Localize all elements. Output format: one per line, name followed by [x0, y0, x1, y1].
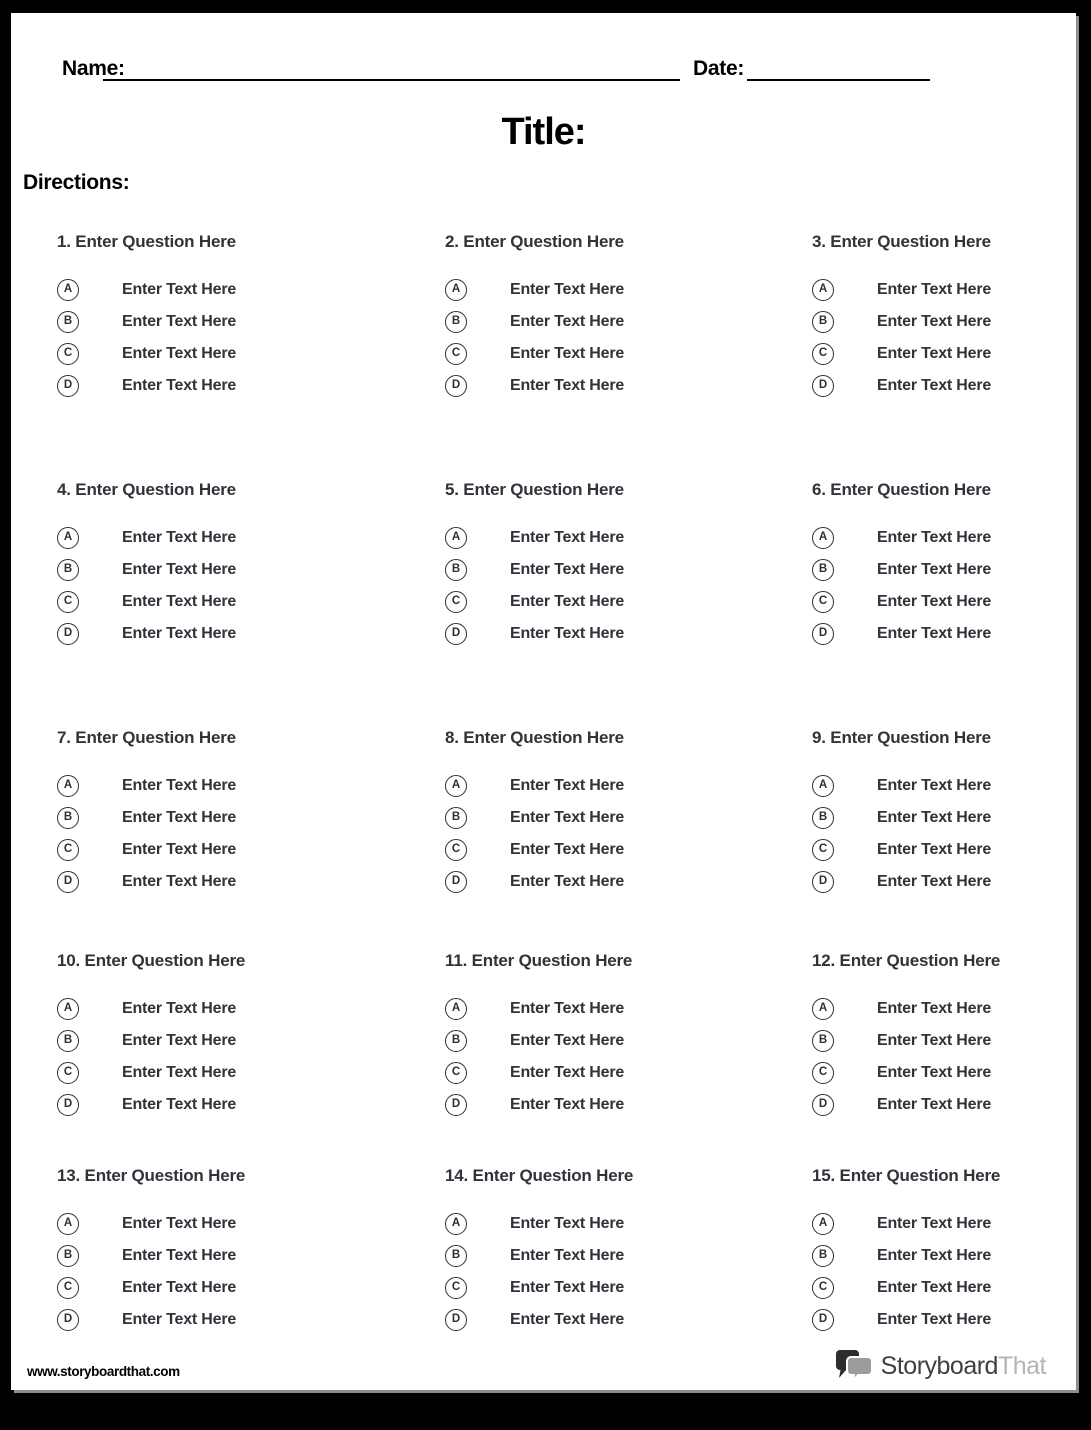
- answer-bubble-icon[interactable]: [57, 1245, 79, 1267]
- question-label[interactable]: 11. Enter Question Here: [445, 951, 633, 970]
- answer-text[interactable]: Enter Text Here: [510, 1311, 625, 1328]
- worksheet-page: [11, 13, 1076, 1390]
- answer-bubble-icon[interactable]: [445, 527, 467, 549]
- answer-letter: D: [63, 1313, 73, 1326]
- answer-letter: D: [818, 627, 828, 640]
- answer-text[interactable]: Enter Text Here: [877, 777, 992, 794]
- question-options: [812, 1213, 1091, 1331]
- answer-bubble-icon[interactable]: [57, 998, 79, 1020]
- answer-letter: A: [451, 531, 461, 544]
- answer-letter: C: [63, 595, 73, 608]
- answer-bubble-icon[interactable]: [812, 1245, 834, 1267]
- answer-option: [57, 559, 407, 581]
- answer-text[interactable]: Enter Text Here: [877, 1096, 992, 1113]
- answer-option: [57, 1213, 407, 1235]
- answer-bubble-icon[interactable]: [57, 1213, 79, 1235]
- answer-letter: A: [63, 283, 73, 296]
- answer-bubble-icon[interactable]: [812, 1309, 834, 1331]
- answer-text[interactable]: Enter Text Here: [877, 1247, 992, 1264]
- answer-letter: C: [63, 347, 73, 360]
- logo-word-that: That: [997, 1352, 1046, 1380]
- answer-bubble-icon[interactable]: [57, 775, 79, 797]
- question-block: [445, 727, 795, 903]
- answer-letter: D: [451, 379, 461, 392]
- question-block: [812, 479, 1091, 655]
- storyboardthat-logo: [835, 1349, 1046, 1384]
- answer-bubble-icon[interactable]: [812, 775, 834, 797]
- answer-bubble-icon[interactable]: [812, 623, 834, 645]
- question-label[interactable]: 2. Enter Question Here: [445, 232, 624, 251]
- answer-option: [812, 1030, 1091, 1052]
- answer-bubble-icon[interactable]: [57, 871, 79, 893]
- answer-letter: C: [818, 595, 828, 608]
- answer-text[interactable]: Enter Text Here: [877, 345, 992, 362]
- answer-option: [57, 1062, 407, 1084]
- answer-bubble-icon[interactable]: [57, 1094, 79, 1116]
- answer-option: [445, 998, 795, 1020]
- answer-text[interactable]: Enter Text Here: [122, 1000, 237, 1017]
- answer-bubble-icon[interactable]: [57, 375, 79, 397]
- answer-letter: A: [818, 1002, 828, 1015]
- answer-letter: B: [818, 1249, 828, 1262]
- answer-text[interactable]: Enter Text Here: [877, 561, 992, 578]
- answer-bubble-icon[interactable]: [812, 807, 834, 829]
- answer-bubble-icon[interactable]: [57, 279, 79, 301]
- question-label[interactable]: 6. Enter Question Here: [812, 480, 991, 499]
- answer-option: [812, 998, 1091, 1020]
- answer-option: [812, 623, 1091, 645]
- answer-bubble-icon[interactable]: [812, 527, 834, 549]
- answer-letter: D: [451, 875, 461, 888]
- question-label[interactable]: 4. Enter Question Here: [57, 480, 236, 499]
- answer-option: [57, 527, 407, 549]
- answer-letter: D: [451, 1313, 461, 1326]
- answer-text[interactable]: Enter Text Here: [122, 625, 237, 642]
- answer-letter: D: [451, 627, 461, 640]
- answer-bubble-icon[interactable]: [57, 1277, 79, 1299]
- answer-option: [57, 775, 407, 797]
- answer-letter: A: [818, 531, 828, 544]
- answer-letter: D: [451, 1098, 461, 1111]
- answer-text[interactable]: Enter Text Here: [122, 809, 237, 826]
- answer-letter: A: [818, 779, 828, 792]
- answer-option: [812, 1213, 1091, 1235]
- answer-letter: A: [63, 531, 73, 544]
- answer-option: [812, 527, 1091, 549]
- answer-text[interactable]: Enter Text Here: [510, 1064, 625, 1081]
- answer-letter: A: [818, 1217, 828, 1230]
- answer-letter: B: [451, 1034, 461, 1047]
- answer-letter: B: [451, 811, 461, 824]
- page-title[interactable]: Title:: [501, 111, 586, 153]
- question-block: [445, 1165, 795, 1341]
- answer-option: [57, 1094, 407, 1116]
- answer-option: [445, 839, 795, 861]
- question-block: [812, 950, 1091, 1126]
- answer-text[interactable]: Enter Text Here: [877, 377, 992, 394]
- answer-bubble-icon[interactable]: [812, 1062, 834, 1084]
- answer-text[interactable]: Enter Text Here: [122, 777, 237, 794]
- answer-option: [445, 559, 795, 581]
- answer-text[interactable]: Enter Text Here: [877, 1000, 992, 1017]
- answer-text[interactable]: Enter Text Here: [510, 529, 625, 546]
- answer-letter: B: [818, 811, 828, 824]
- question-options: [57, 527, 407, 645]
- answer-text[interactable]: Enter Text Here: [122, 313, 237, 330]
- question-label[interactable]: 12. Enter Question Here: [812, 951, 1001, 970]
- answer-bubble-icon[interactable]: [57, 1062, 79, 1084]
- answer-bubble-icon[interactable]: [57, 1309, 79, 1331]
- question-options: [445, 279, 795, 397]
- answer-text[interactable]: Enter Text Here: [122, 281, 237, 298]
- answer-bubble-icon[interactable]: [445, 998, 467, 1020]
- question-label[interactable]: 7. Enter Question Here: [57, 728, 236, 747]
- answer-option: [445, 1062, 795, 1084]
- answer-bubble-icon[interactable]: [812, 1277, 834, 1299]
- answer-option: [445, 375, 795, 397]
- answer-bubble-icon[interactable]: [445, 343, 467, 365]
- answer-bubble-icon[interactable]: [812, 998, 834, 1020]
- answer-text[interactable]: Enter Text Here: [122, 1311, 237, 1328]
- answer-text[interactable]: Enter Text Here: [510, 809, 625, 826]
- question-options: [812, 279, 1091, 397]
- answer-option: [812, 1245, 1091, 1267]
- answer-option: [445, 1030, 795, 1052]
- answer-option: [812, 591, 1091, 613]
- answer-letter: A: [451, 779, 461, 792]
- question-block: [57, 479, 407, 655]
- answer-option: [445, 871, 795, 893]
- answer-bubble-icon[interactable]: [57, 591, 79, 613]
- answer-option: [57, 998, 407, 1020]
- answer-letter: D: [818, 1313, 828, 1326]
- answer-text[interactable]: Enter Text Here: [510, 1096, 625, 1113]
- answer-option: [57, 279, 407, 301]
- question-label[interactable]: 9. Enter Question Here: [812, 728, 991, 747]
- answer-option: [812, 1309, 1091, 1331]
- answer-option: [445, 1277, 795, 1299]
- answer-bubble-icon[interactable]: [57, 623, 79, 645]
- answer-text[interactable]: Enter Text Here: [510, 345, 625, 362]
- question-options: [812, 527, 1091, 645]
- question-block: [57, 727, 407, 903]
- answer-letter: B: [451, 563, 461, 576]
- answer-bubble-icon[interactable]: [812, 1094, 834, 1116]
- answer-letter: C: [63, 843, 73, 856]
- answer-option: [445, 591, 795, 613]
- question-block: [812, 231, 1091, 407]
- answer-text[interactable]: Enter Text Here: [877, 1215, 992, 1232]
- answer-letter: B: [451, 1249, 461, 1262]
- answer-text[interactable]: Enter Text Here: [877, 313, 992, 330]
- answer-text[interactable]: Enter Text Here: [510, 777, 625, 794]
- answer-option: [812, 1094, 1091, 1116]
- answer-bubble-icon[interactable]: [812, 311, 834, 333]
- answer-text[interactable]: Enter Text Here: [122, 529, 237, 546]
- answer-bubble-icon[interactable]: [812, 279, 834, 301]
- answer-text[interactable]: Enter Text Here: [122, 1247, 237, 1264]
- website-url: www.storyboardthat.com: [27, 1364, 180, 1379]
- answer-bubble-icon[interactable]: [812, 839, 834, 861]
- answer-text[interactable]: Enter Text Here: [877, 1064, 992, 1081]
- answer-text[interactable]: Enter Text Here: [510, 1279, 625, 1296]
- answer-text[interactable]: Enter Text Here: [122, 593, 237, 610]
- question-options: [445, 1213, 795, 1331]
- answer-text[interactable]: Enter Text Here: [122, 345, 237, 362]
- answer-bubble-icon[interactable]: [445, 1277, 467, 1299]
- answer-text[interactable]: Enter Text Here: [877, 1311, 992, 1328]
- answer-text[interactable]: Enter Text Here: [122, 1032, 237, 1049]
- answer-text[interactable]: Enter Text Here: [510, 377, 625, 394]
- answer-letter: B: [63, 811, 73, 824]
- answer-text[interactable]: Enter Text Here: [510, 625, 625, 642]
- answer-option: [57, 375, 407, 397]
- answer-bubble-icon[interactable]: [445, 871, 467, 893]
- date-label: Date:: [693, 57, 745, 80]
- answer-text[interactable]: Enter Text Here: [122, 1064, 237, 1081]
- speech-bubbles-icon: [835, 1349, 875, 1384]
- answer-option: [812, 311, 1091, 333]
- answer-option: [57, 343, 407, 365]
- answer-text[interactable]: Enter Text Here: [510, 1032, 625, 1049]
- answer-option: [812, 839, 1091, 861]
- answer-option: [445, 311, 795, 333]
- answer-letter: C: [818, 843, 828, 856]
- answer-letter: C: [818, 1281, 828, 1294]
- answer-letter: C: [451, 347, 461, 360]
- answer-option: [812, 1277, 1091, 1299]
- answer-bubble-icon[interactable]: [812, 559, 834, 581]
- question-options: [812, 775, 1091, 893]
- answer-bubble-icon[interactable]: [445, 1245, 467, 1267]
- answer-bubble-icon[interactable]: [57, 1030, 79, 1052]
- answer-option: [57, 623, 407, 645]
- answer-option: [445, 1094, 795, 1116]
- answer-option: [445, 279, 795, 301]
- answer-letter: C: [451, 843, 461, 856]
- name-label: Name:: [62, 57, 125, 80]
- answer-option: [812, 871, 1091, 893]
- answer-letter: A: [818, 283, 828, 296]
- answer-bubble-icon[interactable]: [812, 1213, 834, 1235]
- answer-option: [57, 871, 407, 893]
- question-block: [812, 1165, 1091, 1341]
- answer-letter: A: [63, 779, 73, 792]
- answer-text[interactable]: Enter Text Here: [122, 873, 237, 890]
- answer-text[interactable]: Enter Text Here: [877, 873, 992, 890]
- answer-option: [812, 1062, 1091, 1084]
- answer-text[interactable]: Enter Text Here: [877, 1032, 992, 1049]
- question-options: [57, 279, 407, 397]
- answer-option: [57, 1245, 407, 1267]
- answer-bubble-icon[interactable]: [445, 1030, 467, 1052]
- name-line[interactable]: [103, 59, 680, 81]
- question-options: [445, 775, 795, 893]
- answer-text[interactable]: Enter Text Here: [510, 1215, 625, 1232]
- answer-letter: D: [63, 1098, 73, 1111]
- logo-wordmark: [881, 1352, 1046, 1381]
- answer-text[interactable]: Enter Text Here: [122, 561, 237, 578]
- answer-option: [445, 1245, 795, 1267]
- question-label[interactable]: 15. Enter Question Here: [812, 1166, 1001, 1185]
- answer-letter: D: [818, 1098, 828, 1111]
- answer-option: [57, 311, 407, 333]
- question-block: [57, 1165, 407, 1341]
- answer-option: [812, 343, 1091, 365]
- answer-text[interactable]: Enter Text Here: [510, 313, 625, 330]
- answer-option: [57, 807, 407, 829]
- answer-text[interactable]: Enter Text Here: [510, 873, 625, 890]
- answer-letter: C: [451, 1281, 461, 1294]
- answer-bubble-icon[interactable]: [445, 279, 467, 301]
- answer-letter: C: [63, 1281, 73, 1294]
- answer-option: [812, 807, 1091, 829]
- answer-letter: B: [63, 563, 73, 576]
- answer-letter: A: [451, 283, 461, 296]
- answer-option: [812, 775, 1091, 797]
- answer-bubble-icon[interactable]: [445, 559, 467, 581]
- question-label[interactable]: 10. Enter Question Here: [57, 951, 246, 970]
- question-label[interactable]: 1. Enter Question Here: [57, 232, 236, 251]
- answer-letter: D: [63, 627, 73, 640]
- question-label[interactable]: 5. Enter Question Here: [445, 480, 624, 499]
- answer-letter: C: [818, 347, 828, 360]
- answer-bubble-icon[interactable]: [445, 1062, 467, 1084]
- question-block: [445, 950, 795, 1126]
- answer-letter: C: [451, 1066, 461, 1079]
- answer-option: [445, 1309, 795, 1331]
- question-label[interactable]: 8. Enter Question Here: [445, 728, 624, 747]
- answer-letter: D: [63, 875, 73, 888]
- answer-text[interactable]: Enter Text Here: [510, 561, 625, 578]
- answer-bubble-icon[interactable]: [445, 1309, 467, 1331]
- answer-bubble-icon[interactable]: [812, 591, 834, 613]
- answer-bubble-icon[interactable]: [812, 1030, 834, 1052]
- answer-letter: C: [451, 595, 461, 608]
- answer-letter: D: [818, 875, 828, 888]
- answer-text[interactable]: Enter Text Here: [877, 281, 992, 298]
- directions-label: Directions:: [23, 171, 130, 194]
- question-block: [445, 479, 795, 655]
- answer-letter: B: [63, 315, 73, 328]
- answer-option: [812, 279, 1091, 301]
- answer-letter: B: [818, 1034, 828, 1047]
- answer-letter: D: [63, 379, 73, 392]
- question-block: [445, 231, 795, 407]
- question-options: [57, 998, 407, 1116]
- answer-option: [57, 839, 407, 861]
- answer-bubble-icon[interactable]: [57, 527, 79, 549]
- answer-letter: B: [818, 563, 828, 576]
- answer-bubble-icon[interactable]: [812, 343, 834, 365]
- question-block: [812, 727, 1091, 903]
- answer-bubble-icon[interactable]: [57, 343, 79, 365]
- answer-option: [445, 623, 795, 645]
- question-options: [57, 1213, 407, 1331]
- answer-bubble-icon[interactable]: [445, 1213, 467, 1235]
- answer-text[interactable]: Enter Text Here: [877, 625, 992, 642]
- answer-text[interactable]: Enter Text Here: [122, 1215, 237, 1232]
- answer-option: [445, 807, 795, 829]
- answer-bubble-icon[interactable]: [812, 871, 834, 893]
- answer-text[interactable]: Enter Text Here: [510, 1247, 625, 1264]
- question-options: [445, 527, 795, 645]
- answer-bubble-icon[interactable]: [812, 375, 834, 397]
- answer-letter: D: [818, 379, 828, 392]
- answer-text[interactable]: Enter Text Here: [122, 1096, 237, 1113]
- answer-option: [445, 1213, 795, 1235]
- answer-letter: B: [451, 315, 461, 328]
- answer-bubble-icon[interactable]: [57, 807, 79, 829]
- answer-text[interactable]: Enter Text Here: [877, 593, 992, 610]
- answer-letter: A: [451, 1217, 461, 1230]
- question-options: [445, 998, 795, 1116]
- answer-bubble-icon[interactable]: [57, 559, 79, 581]
- answer-letter: B: [63, 1034, 73, 1047]
- answer-letter: A: [63, 1217, 73, 1230]
- question-options: [812, 998, 1091, 1116]
- answer-text[interactable]: Enter Text Here: [877, 841, 992, 858]
- answer-bubble-icon[interactable]: [445, 1094, 467, 1116]
- answer-letter: A: [63, 1002, 73, 1015]
- answer-text[interactable]: Enter Text Here: [122, 1279, 237, 1296]
- answer-text[interactable]: Enter Text Here: [877, 529, 992, 546]
- answer-letter: C: [818, 1066, 828, 1079]
- logo-word-storyboard: Storyboard: [880, 1352, 998, 1380]
- answer-option: [812, 559, 1091, 581]
- answer-option: [445, 775, 795, 797]
- answer-option: [57, 1277, 407, 1299]
- answer-bubble-icon[interactable]: [445, 807, 467, 829]
- answer-option: [812, 375, 1091, 397]
- answer-text[interactable]: Enter Text Here: [510, 281, 625, 298]
- answer-letter: A: [451, 1002, 461, 1015]
- answer-letter: C: [63, 1066, 73, 1079]
- answer-option: [57, 1030, 407, 1052]
- answer-bubble-icon[interactable]: [445, 375, 467, 397]
- answer-option: [57, 591, 407, 613]
- answer-letter: B: [818, 315, 828, 328]
- answer-bubble-icon[interactable]: [57, 311, 79, 333]
- date-line[interactable]: [747, 59, 930, 81]
- answer-text[interactable]: Enter Text Here: [510, 841, 625, 858]
- answer-bubble-icon[interactable]: [445, 623, 467, 645]
- answer-bubble-icon[interactable]: [57, 839, 79, 861]
- question-label[interactable]: 14. Enter Question Here: [445, 1166, 634, 1185]
- answer-text[interactable]: Enter Text Here: [877, 809, 992, 826]
- answer-text[interactable]: Enter Text Here: [510, 1000, 625, 1017]
- question-options: [57, 775, 407, 893]
- answer-bubble-icon[interactable]: [445, 311, 467, 333]
- question-block: [57, 950, 407, 1126]
- answer-text[interactable]: Enter Text Here: [877, 1279, 992, 1296]
- answer-option: [445, 527, 795, 549]
- answer-bubble-icon[interactable]: [445, 591, 467, 613]
- answer-option: [57, 1309, 407, 1331]
- answer-letter: B: [63, 1249, 73, 1262]
- answer-bubble-icon[interactable]: [445, 775, 467, 797]
- answer-option: [445, 343, 795, 365]
- answer-bubble-icon[interactable]: [445, 839, 467, 861]
- answer-text[interactable]: Enter Text Here: [510, 593, 625, 610]
- answer-text[interactable]: Enter Text Here: [122, 377, 237, 394]
- question-label[interactable]: 3. Enter Question Here: [812, 232, 991, 251]
- question-label[interactable]: 13. Enter Question Here: [57, 1166, 246, 1185]
- question-block: [57, 231, 407, 407]
- answer-text[interactable]: Enter Text Here: [122, 841, 237, 858]
